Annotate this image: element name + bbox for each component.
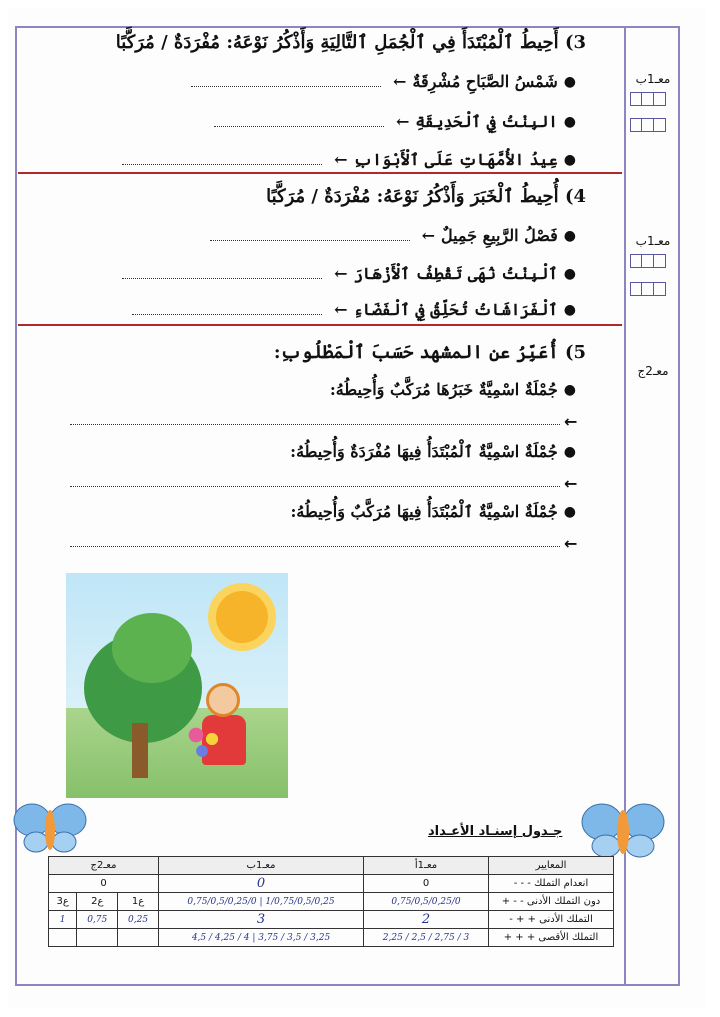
section-separator — [18, 172, 622, 174]
table-row: دون التملك الأدنى - - + 0,75/0,5/0,25/0 1/0,75/0,5/0,25 | 0,75/0,5/0,25/0 ع1 ع2 ع3 — [49, 893, 614, 911]
flower-bouquet-icon — [184, 723, 224, 763]
q5-item-2: ● جُمْلَةٌ اسْمِيَّةٌ ٱلْمُبْتَدَأُ فِيهَا مُفْرَدَةٌ وَأُحِيطُهُ: — [290, 442, 576, 461]
butterfly-icon — [580, 798, 666, 864]
q3-item-2: ● البِنْتُ فِي ٱلْحَدِيقَةِ ← — [214, 112, 576, 131]
q4-item-1: ● فَصْلُ الرَّبِيعِ جَمِيلٌ ← — [210, 226, 576, 245]
q5-item-3: ● جُمْلَةٌ اسْمِيَّةٌ ٱلْمُبْتَدَأُ فِيهَا مُرَكَّبٌ وَأُحِيطُهُ: — [290, 502, 576, 521]
arrow-icon: ← — [564, 412, 578, 431]
q4-item-2: ● ٱلْبِنْتُ نُهَى تَقْطِفُ ٱلْأَزْهَارَ ← — [122, 264, 576, 283]
answer-line[interactable] — [70, 534, 560, 547]
q4-title: 4) أُحِيطُ ٱلْخَبَرَ وَأَذْكُرُ نَوْعَهُ: مُفْرَدَةٌ / مُرَكَّبًا — [266, 186, 586, 207]
score-cells-q3a — [630, 92, 666, 106]
score-cells-q4b — [630, 282, 666, 296]
tree-trunk — [132, 723, 148, 778]
answer-line[interactable] — [122, 154, 322, 165]
girl-icon — [206, 683, 240, 717]
q3-title: 3) أَحِيطُ ٱلْمُبْتَدَأَ فِي ٱلْجُمَلِ ٱلتَّالِيَةِ وَأَذْكُرُ نَوْعَهُ: مُفْرَدَةٌ / مُرَكَّبًا — [115, 32, 586, 53]
grades-table — [48, 856, 614, 947]
q5-title: 5) أُعَبِّرُ عن المشهد حَسَبَ ٱلْمَطْلُوبِ: — [273, 342, 586, 363]
answer-line[interactable] — [122, 268, 322, 279]
table-row: التملك الأدنى + + - 2 3 0,25 0,75 1 — [49, 911, 614, 929]
answer-line[interactable] — [210, 230, 410, 241]
table-row: التملك الأقصى + + + 3 / 2,75 / 2,5 / 2,25 3,25 / 3,5 / 3,75 | 4 / 4,25 / 4,5 — [49, 929, 614, 947]
score-cells-q4a — [630, 254, 666, 268]
tree-foliage — [112, 613, 192, 683]
section-separator — [18, 324, 622, 326]
score-cells-q3b — [630, 118, 666, 132]
answer-line[interactable] — [70, 474, 560, 487]
indicator-q5: معـ2ج — [637, 364, 669, 378]
worksheet-page — [8, 8, 706, 1008]
table-row: انعدام التملك - - - 0 0 0 — [49, 875, 614, 893]
answer-line[interactable] — [70, 412, 560, 425]
answer-line[interactable] — [191, 76, 381, 87]
arrow-icon: ← — [564, 474, 578, 493]
q3-item-1: ● شَمْسُ الصَّبَاحِ مُشْرِقَةٌ ← — [191, 72, 576, 91]
arrow-icon: ← — [564, 534, 578, 553]
q3-item-3: ● عِيدُ الأُمَّهَاتِ عَلَى ٱلْأَبْوَابِ ← — [122, 150, 576, 169]
table-header-row: المعايير معـ1أ معـ1ب معـ2ج — [49, 857, 614, 875]
indicator-q4: معـ1ب — [635, 234, 671, 248]
grades-table-title: جـدول إسنـاد الأعـداد — [428, 824, 563, 839]
answer-line[interactable] — [214, 116, 384, 127]
indicator-q3: معـ1ب — [635, 72, 671, 86]
q5-item-1: ● جُمْلَةٌ اسْمِيَّةٌ خَبَرُهَا مُرَكَّبٌ وَأُحِيطُهُ: — [329, 380, 576, 399]
butterfly-icon — [12, 798, 88, 858]
scene-illustration — [66, 573, 288, 798]
answer-line[interactable] — [132, 304, 322, 315]
sun-icon — [216, 591, 268, 643]
q4-item-3: ● ٱلْفَرَاشَاتُ تُحَلِّقُ فِي ٱلْفَضَاءِ ← — [132, 300, 576, 319]
